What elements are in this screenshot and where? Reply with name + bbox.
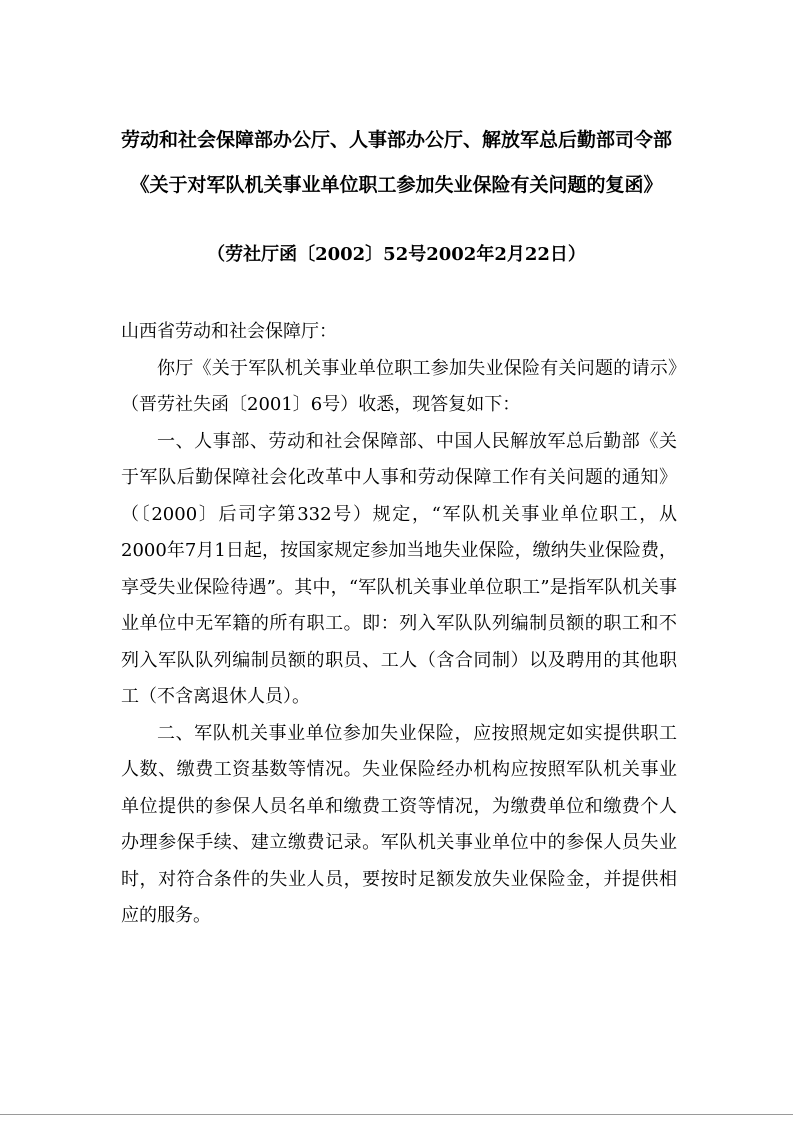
- page-bottom-divider: [0, 1114, 793, 1115]
- document-reference: （劳社厅函〔2002〕52号2002年2月22日）: [207, 244, 586, 265]
- paragraph-item-1: 一、人事部、劳动和社会保障部、中国人民解放军总后勤部《关于军队后勤保障社会化改革中人事和劳动保障工作有关问题的通知》（〔2000〕后司字第332号）规定，“军队机关事业单位职工，从2000年7月1日起，按国家规定参加当地失业保险，缴纳失业保险费，享受失业保险待遇”。其中，“军队机关事业单位职工”是指军队机关事业单位中无军籍的所有职工。即：列入军队队列编制员额的职工和不列入军队队列编制员额的职员、工人（含合同制）以及聘用的其他职工（不含离退休人员）。: [121, 430, 677, 707]
- paragraph-item-2: 二、军队机关事业单位参加失业保险，应按照规定如实提供职工人数、缴费工资基数等情况。失业保险经办机构应按照军队机关事业单位提供的参保人员名单和缴费工资等情况，为缴费单位和缴费个人办理参保手续、建立缴费记录。军队机关事业单位中的参保人员失业时，对符合条件的失业人员，要按时足额发放失业保险金，并提供相应的服务。: [121, 722, 677, 926]
- paragraph-acknowledgement: 你厅《关于军队机关事业单位职工参加失业保险有关问题的请示》（晋劳社失函〔2001〕6号）收悉，现答复如下：: [121, 357, 677, 415]
- document-title-line-1: 劳动和社会保障部办公厅、人事部办公厅、解放军总后勤部司令部: [120, 129, 672, 151]
- document-title-line-2: 《关于对军队机关事业单位职工参加失业保险有关问题的复函》: [130, 174, 663, 196]
- salutation: 山西省劳动和社会保障厅：: [121, 321, 337, 342]
- document-body: [121, 314, 677, 935]
